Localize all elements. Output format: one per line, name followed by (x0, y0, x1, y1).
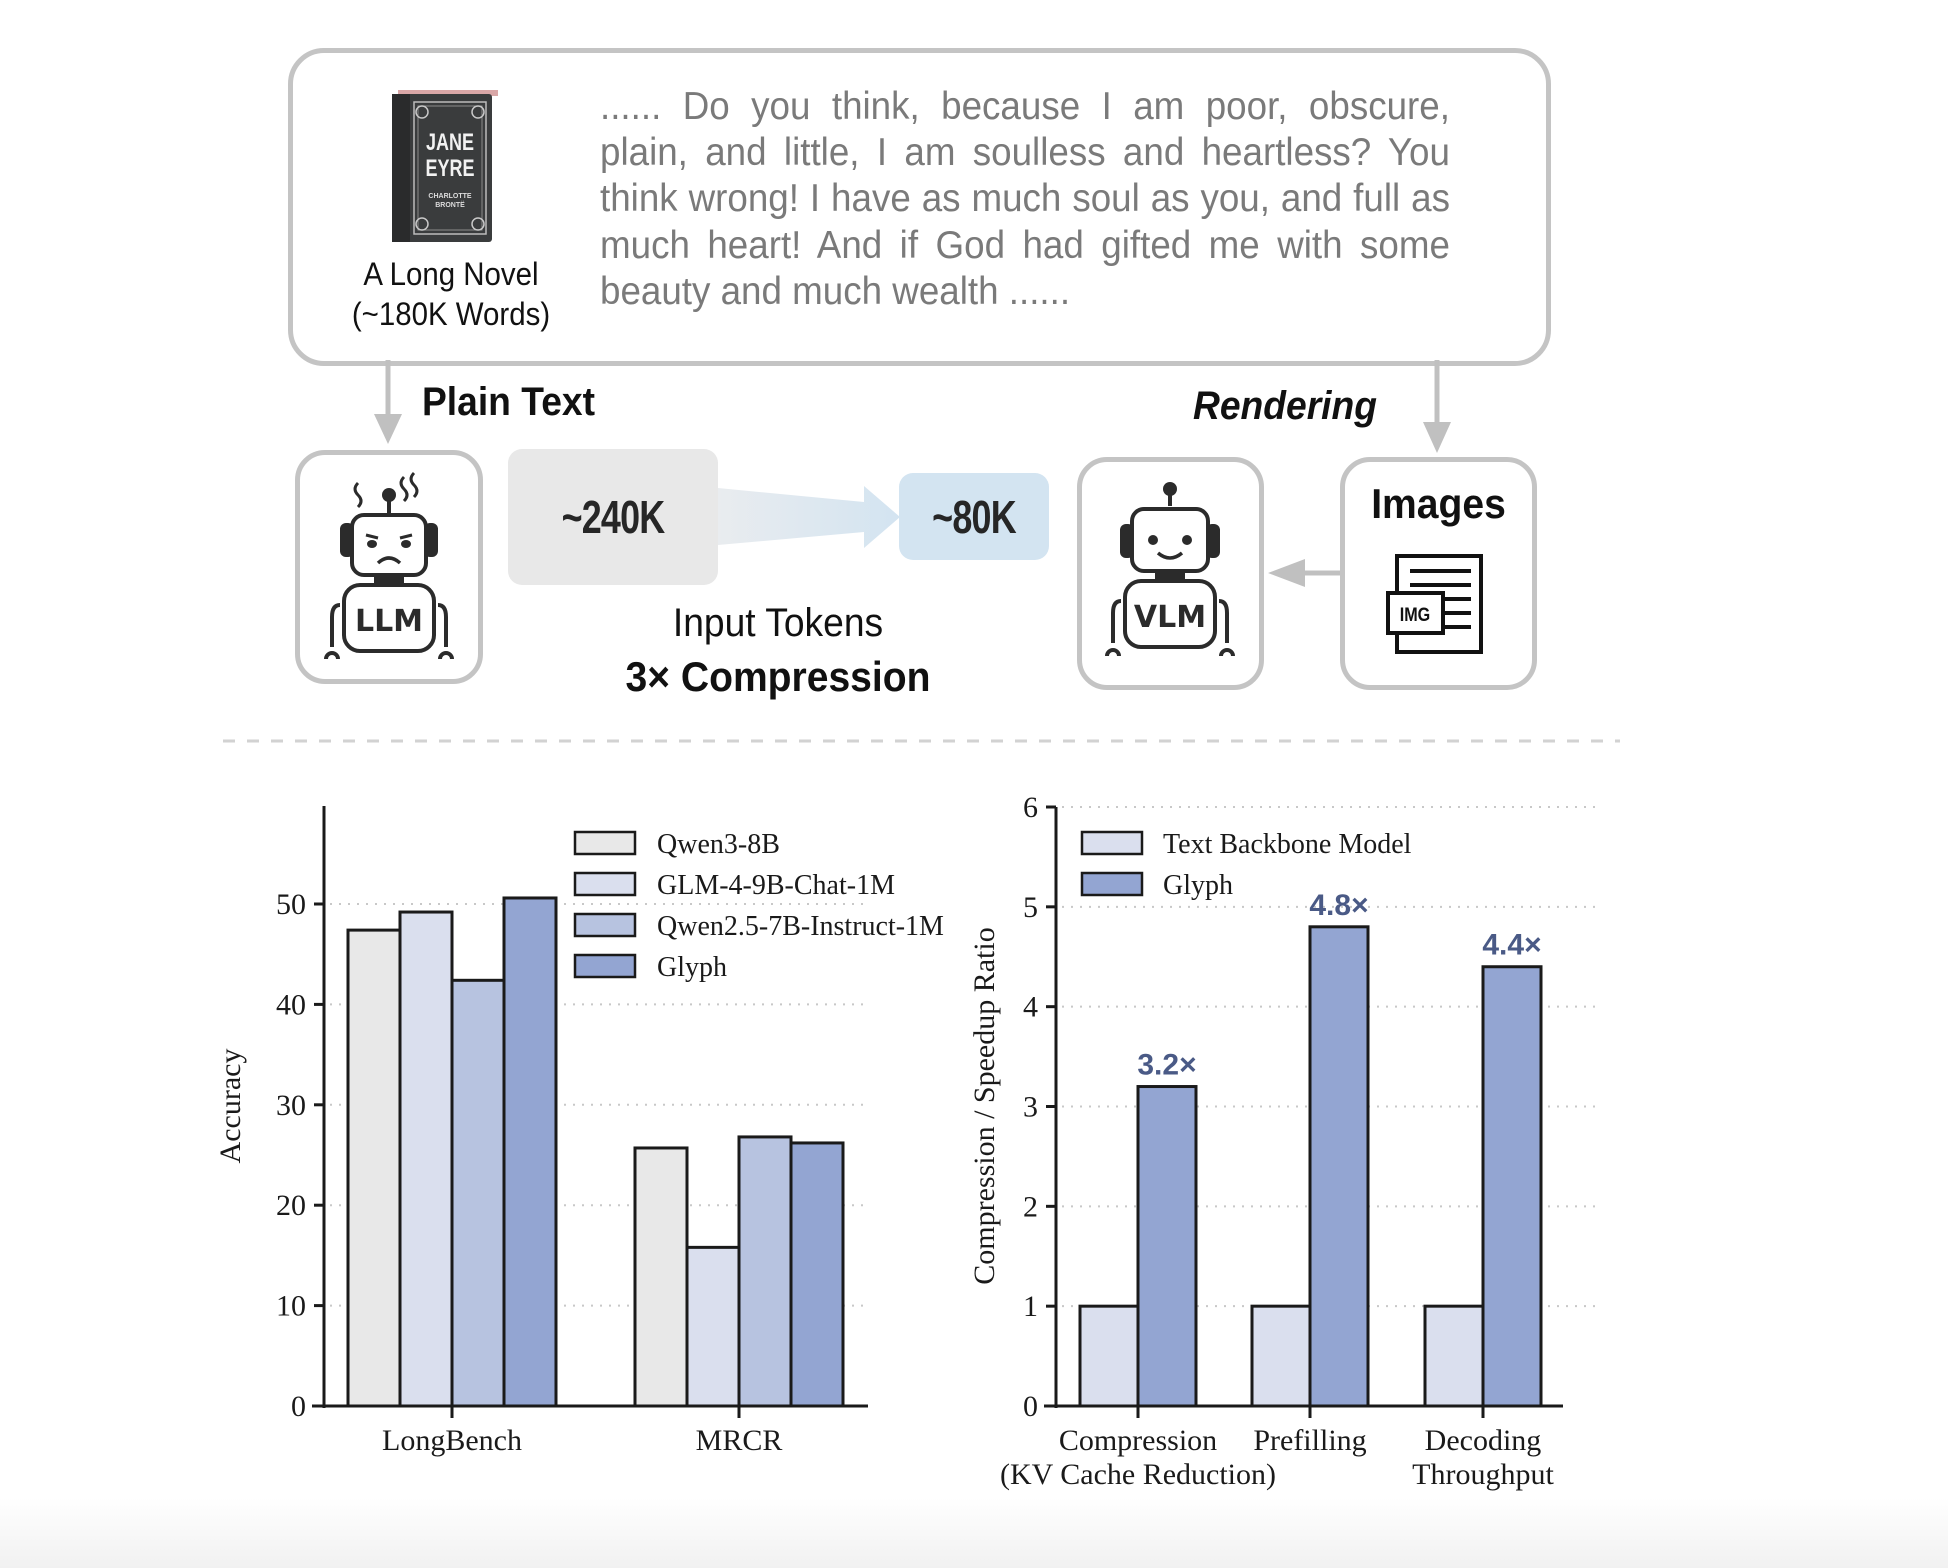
bar-glyph (1310, 927, 1368, 1406)
y-tick-label: 10 (276, 1289, 306, 1323)
legend-label: Text Backbone Model (1163, 829, 1412, 860)
y-tick-label: 3 (1023, 1090, 1038, 1124)
legend-label: Glyph (1163, 870, 1233, 901)
y-tick-label: 4 (1023, 990, 1038, 1024)
robot-head (352, 515, 426, 575)
bar-text-backbone-model (1425, 1306, 1483, 1406)
llm-label: LLM (354, 604, 424, 639)
legend-swatch (1082, 873, 1142, 895)
x-tick-label: Prefilling (1253, 1424, 1367, 1457)
x-tick-label: Throughput (1412, 1458, 1554, 1491)
tokens-before-value: ~240K (561, 491, 665, 543)
legend-swatch (1082, 832, 1142, 854)
robot-head (1132, 509, 1208, 571)
bar-glm-4-9b-chat-1m (687, 1247, 739, 1406)
book-title-line2: EYRE (425, 155, 475, 182)
novel-caption-line2: (~180K Words) (351, 296, 551, 332)
charts-area (0, 760, 1948, 1520)
y-axis-title: Accuracy (214, 1048, 247, 1164)
robot-antenna-tip (1163, 482, 1177, 496)
robot-antenna-tip (382, 488, 396, 502)
legend-label: Qwen3-8B (657, 829, 780, 860)
bar-glyph (1483, 967, 1541, 1406)
steam-icon (355, 483, 361, 507)
y-tick-label: 30 (276, 1088, 306, 1122)
novel-caption-line1: A Long Novel (363, 256, 539, 292)
legend-swatch (575, 832, 635, 854)
legend-label: GLM-4-9B-Chat-1M (657, 870, 895, 901)
images-to-vlm-arrow-head (1268, 559, 1305, 587)
bar-glyph (504, 898, 556, 1406)
document-image-icon (1385, 553, 1495, 655)
tokens-after-value: ~80K (932, 490, 1016, 543)
img-icon-label: IMG (1399, 603, 1431, 626)
steam-icon (411, 473, 417, 497)
bar-qwen3-8b (348, 930, 400, 1406)
legend-swatch (575, 955, 635, 977)
tokens-before-box (508, 449, 718, 585)
book-spine (392, 94, 410, 242)
y-tick-label: 40 (276, 988, 306, 1022)
rendering-label: Rendering (1193, 384, 1377, 428)
book-cover-image (390, 88, 502, 244)
novel-caption (340, 254, 563, 334)
rendering-arrow-head (1423, 422, 1451, 453)
speedup-annotation: 3.2× (1137, 1048, 1197, 1082)
robot-hands (326, 653, 452, 659)
plain-text-arrow-head (374, 414, 402, 444)
book-author-line1: CHARLOTTE (428, 193, 472, 200)
robot-eye (401, 540, 411, 548)
vlm-box (1077, 457, 1264, 690)
y-tick-label: 1 (1023, 1290, 1038, 1324)
plain-text-label: Plain Text (422, 380, 595, 424)
robot-eye (367, 540, 377, 548)
x-tick-label: LongBench (382, 1424, 522, 1457)
bar-qwen2-5-7b-instruct-1m (452, 980, 504, 1406)
bar-text-backbone-model (1252, 1306, 1310, 1406)
bar-glm-4-9b-chat-1m (400, 912, 452, 1406)
bottom-fade (0, 1498, 1948, 1568)
novel-excerpt: ...... Do you think, because I am poor, obscure, plain, and little, I am soulless and heartless? You think wrong! I have as much soul as you, and full as much heart! And if God had gifted me with some beauty and much wealth ...... (600, 85, 1450, 313)
compression-arrow-icon (718, 486, 900, 548)
book-title-line1: JANE (426, 129, 474, 156)
y-tick-label: 6 (1023, 791, 1038, 824)
x-tick-label: Decoding (1424, 1424, 1542, 1457)
bar-glyph (1138, 1087, 1196, 1406)
legend-label: Glyph (657, 952, 727, 983)
bar-qwen2-5-7b-instruct-1m (739, 1137, 791, 1406)
y-tick-label: 0 (1023, 1390, 1038, 1423)
y-tick-label: 20 (276, 1189, 306, 1223)
robot-eye (1182, 535, 1192, 545)
steam-icon (401, 477, 407, 501)
compression-ratio-label: 3× Compression (625, 653, 931, 700)
legend-swatch (575, 914, 635, 936)
sad-robot-icon (300, 455, 478, 679)
book-author-line2: BRONTË (435, 202, 465, 209)
x-tick-label: MRCR (695, 1424, 783, 1457)
legend-swatch (575, 873, 635, 895)
y-tick-label: 50 (276, 888, 306, 921)
speedup-annotation: 4.8× (1309, 888, 1369, 922)
happy-robot-icon (1082, 462, 1259, 685)
y-tick-label: 2 (1023, 1190, 1038, 1224)
x-tick-label: (KV Cache Reduction) (999, 1458, 1277, 1491)
bar-glyph (791, 1143, 843, 1406)
vlm-label: VLM (1133, 600, 1207, 635)
y-tick-label: 5 (1023, 890, 1038, 924)
y-axis-title: Compression / Speedup Ratio (968, 927, 1001, 1285)
input-tokens-label: Input Tokens (672, 601, 884, 645)
llm-box (295, 450, 483, 684)
bar-text-backbone-model (1080, 1306, 1138, 1406)
tokens-after-box (899, 473, 1049, 560)
robot-eye (1148, 535, 1158, 545)
legend-label: Qwen2.5-7B-Instruct-1M (657, 911, 944, 942)
robot-hands (1107, 650, 1233, 656)
x-tick-label: Compression (1058, 1424, 1218, 1457)
y-tick-label: 0 (291, 1390, 306, 1423)
images-label: Images (1371, 480, 1506, 527)
speedup-annotation: 4.4× (1482, 928, 1542, 962)
bar-qwen3-8b (635, 1148, 687, 1406)
